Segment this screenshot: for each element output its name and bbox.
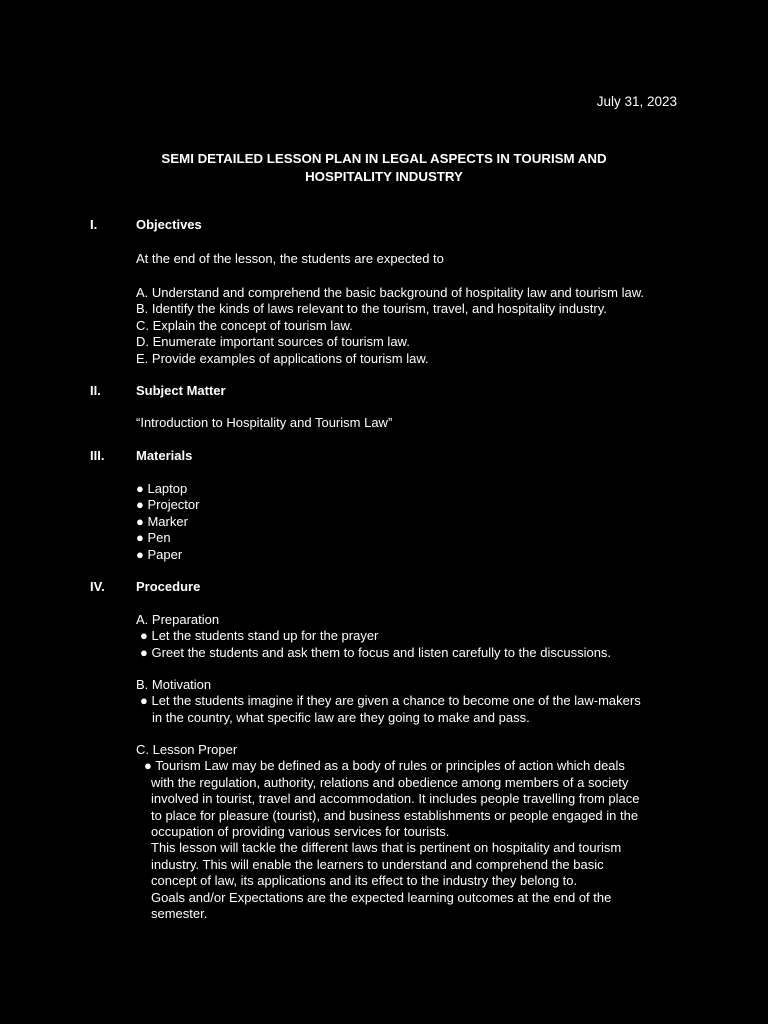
lesson-proper-line: involved in tourist, travel and accommodation. It includes people travelling from place	[151, 791, 640, 807]
lesson-proper-line: concept of law, its applications and its effect to the industry they belong to.	[151, 873, 578, 889]
lesson-proper-line: This lesson will tackle the different laws that is pertinent on hospitality and tourism	[151, 840, 622, 856]
procedure-lesson-proper	[136, 742, 696, 922]
materials-list	[136, 481, 696, 563]
material-item: ● Pen	[136, 530, 171, 546]
objective-item: E. Provide examples of applications of tourism law.	[136, 350, 429, 366]
section-number: III.	[90, 448, 105, 463]
section-heading-subject-matter: Subject Matter	[136, 383, 226, 398]
motivation-item: ● Let the students imagine if they are given a chance to become one of the law-makers	[140, 693, 641, 709]
section-heading-procedure: Procedure	[136, 579, 201, 594]
section-number: II.	[90, 383, 101, 398]
lesson-proper-label: C. Lesson Proper	[136, 742, 238, 757]
preparation-label: A. Preparation	[136, 612, 220, 627]
preparation-item: ● Let the students stand up for the prayer	[140, 628, 379, 644]
section-number: IV.	[90, 579, 105, 594]
lesson-proper-item: ● Tourism Law may be defined as a body of rules or principles of action which deals	[144, 758, 625, 774]
lesson-proper-line: with the regulation, authority, relations and obedience among members of a society	[151, 774, 629, 790]
objective-item: D. Enumerate important sources of tourism law.	[136, 334, 410, 350]
motivation-label: B. Motivation	[136, 677, 212, 692]
lesson-proper-line: Goals and/or Expectations are the expected learning outcomes at the end of the	[151, 889, 612, 905]
lesson-proper-line: occupation of providing various services for tourists.	[151, 824, 450, 840]
motivation-item-continued: in the country, what specific law are they going to make and pass.	[152, 709, 530, 725]
material-item: ● Laptop	[136, 481, 188, 496]
section-number: I.	[90, 217, 98, 232]
preparation-item: ● Greet the students and ask them to focus and listen carefully to the discussions.	[140, 644, 612, 660]
procedure-preparation	[136, 612, 696, 661]
material-item: ● Marker	[136, 513, 188, 529]
document-title	[0, 150, 768, 186]
objective-item: A. Understand and comprehend the basic background of hospitality law and tourism law.	[136, 285, 645, 300]
document-date: July 31, 2023	[596, 94, 677, 109]
title-line-1: SEMI DETAILED LESSON PLAN IN LEGAL ASPECTS IN TOURISM AND	[161, 151, 607, 166]
objectives-intro: At the end of the lesson, the students are expected to	[136, 251, 444, 266]
material-item: ● Projector	[136, 497, 200, 513]
objective-item: B. Identify the kinds of laws relevant to the tourism, travel, and hospitality industry.	[136, 301, 607, 317]
objective-item: C. Explain the concept of tourism law.	[136, 317, 353, 333]
section-heading-materials: Materials	[136, 448, 193, 463]
subject-matter-text: “Introduction to Hospitality and Tourism Law”	[136, 415, 393, 430]
lesson-proper-line: to place for pleasure (tourist), and business establishments or people engaged in the	[151, 807, 639, 823]
lesson-proper-line: industry. This will enable the learners to understand and comprehend the basic	[151, 856, 604, 872]
title-line-2: HOSPITALITY INDUSTRY	[305, 169, 463, 184]
procedure-motivation	[136, 677, 696, 726]
lesson-proper-line: semester.	[151, 906, 208, 922]
section-heading-objectives: Objectives	[136, 217, 202, 232]
objectives-list	[136, 285, 696, 367]
material-item: ● Paper	[136, 546, 183, 562]
